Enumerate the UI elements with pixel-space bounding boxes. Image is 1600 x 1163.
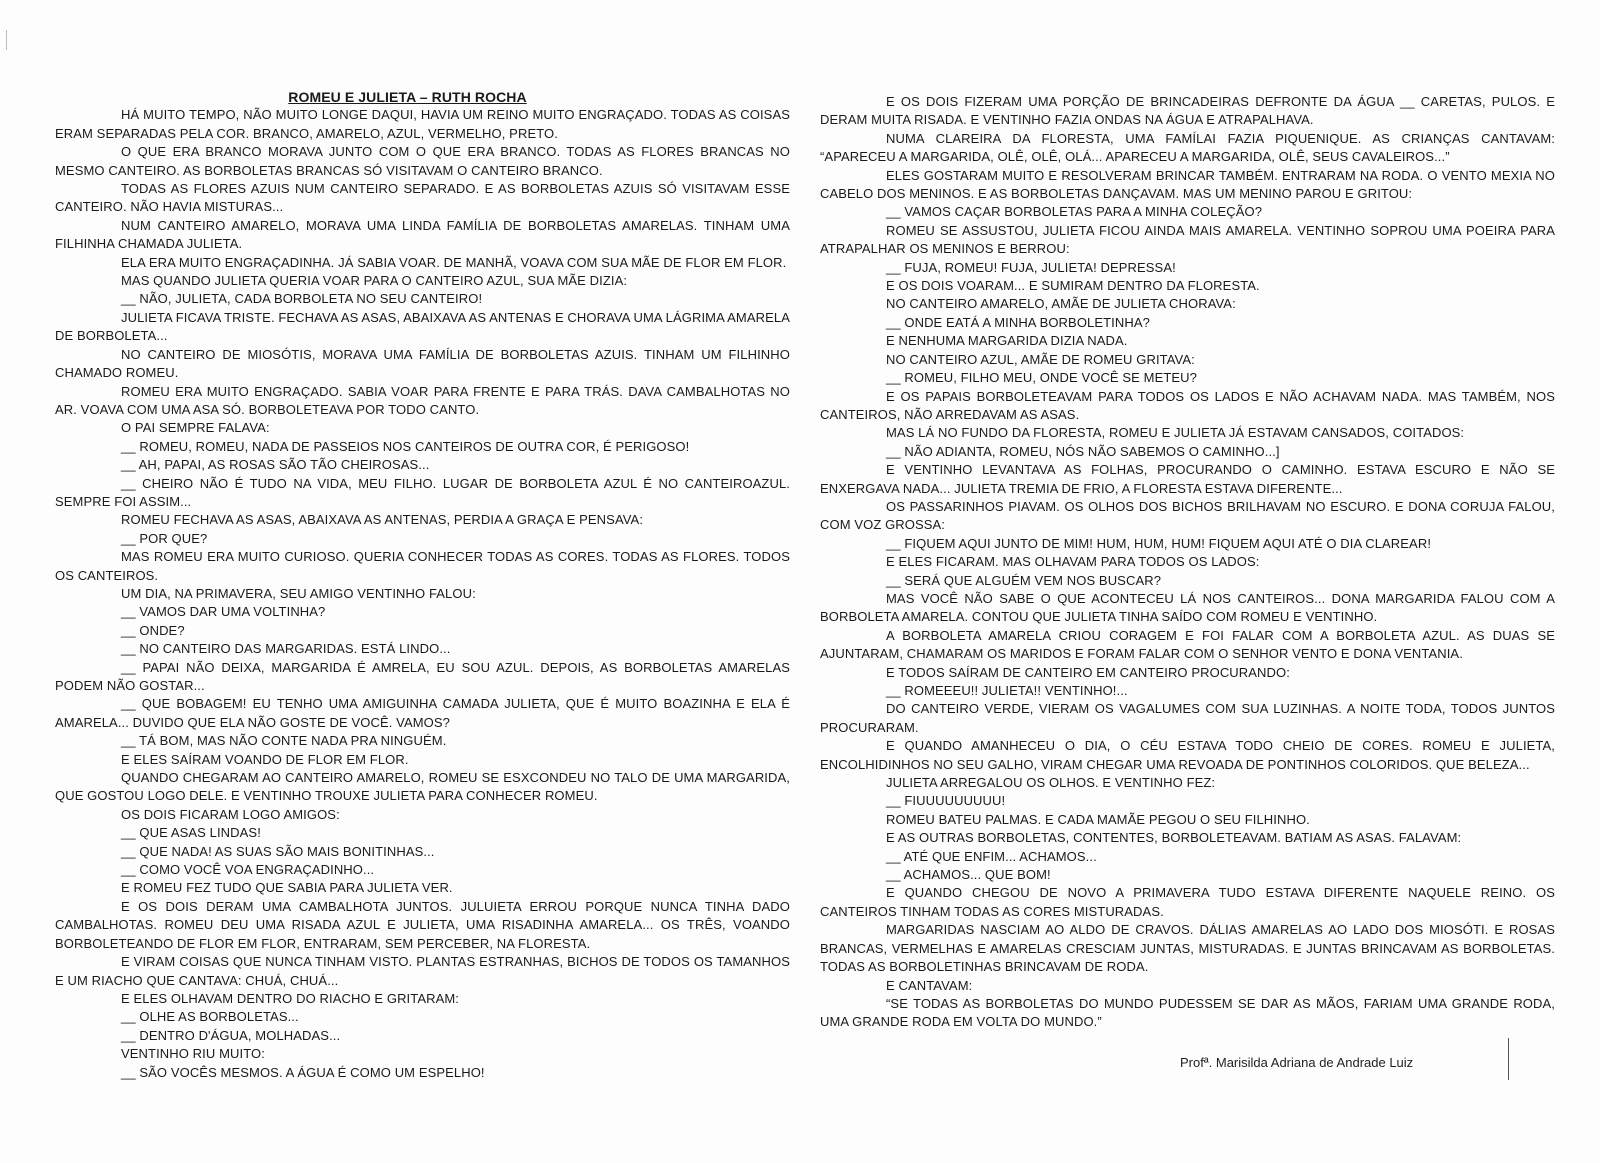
story-paragraph: __ OLHE AS BORBOLETAS... [121, 1009, 299, 1025]
story-paragraph: ROMEU FECHAVA AS ASAS, ABAIXAVA AS ANTENAS, PERDIA A GRAÇA E PENSAVA: [121, 512, 644, 528]
story-paragraph: __ ACHAMOS... QUE BOM! [886, 867, 1051, 883]
story-paragraph: UM DIA, NA PRIMAVERA, SEU AMIGO VENTINHO FALOU: [121, 585, 476, 601]
story-paragraph: MARGARIDAS NASCIAM AO ALDO DE CRAVOS. DÁLIAS AMARELAS AO LADO DOS MIOSÓTI. E ROSAS BRANCAS, VERMELHAS E AMARELAS CRESCIAM JUNTAS, MISTURADAS. E JUNTAS BRINCAVAM AS BORBOLETAS. TODAS AS BORBOLETINHAS BRINCAVAM DE RODA. [820, 922, 1555, 975]
story-paragraph: E OS DOIS VOARAM... E SUMIRAM DENTRO DA FLORESTA. [886, 278, 1260, 294]
story-paragraph: HÁ MUITO TEMPO, NÃO MUITO LONGE DAQUI, HAVIA UM REINO MUITO ENGRAÇADO. TODAS AS COISAS ERAM SEPARADAS PELA COR. BRANCO, AMARELO, AZUL, VERMELHO, PRETO. [55, 107, 790, 141]
scan-edge-mark [6, 30, 7, 50]
story-paragraph: MAS ROMEU ERA MUITO CURIOSO. QUERIA CONHECER TODAS AS CORES. TODAS AS FLORES. TODOS OS CANTEIROS. [55, 549, 790, 583]
story-paragraph: MAS VOCÊ NÃO SABE O QUE ACONTECEU LÁ NOS CANTEIROS... DONA MARGARIDA FALOU COM A BORBOLETA AMARELA. CONTOU QUE JULIETA TINHA SAÍDO COM ROMEU E VENTINHO. [820, 590, 1555, 625]
story-paragraph: A BORBOLETA AMARELA CRIOU CORAGEM E FOI FALAR COM A BORBOLETA AZUL. AS DUAS SE AJUNTARAM, CHAMARAM OS MARIDOS E FORAM FALAR COM O SENHOR VENTO E DONA VENTANIA. [820, 627, 1555, 662]
story-paragraph: __ ROMEEEU!! JULIETA!! VENTINHO!... [886, 683, 1128, 698]
story-paragraph: DO CANTEIRO VERDE, VIERAM OS VAGALUMES COM SUA LUZINHAS. A NOITE TODA, TODOS JUNTOS PROCURARAM. [820, 701, 1555, 735]
story-paragraph: E VIRAM COISAS QUE NUNCA TINHAM VISTO. PLANTAS ESTRANHAS, BICHOS DE TODOS OS TAMANHOS E UM RIACHO QUE CANTAVA: CHUÁ, CHUÁ... [55, 954, 790, 988]
story-paragraph: ELES GOSTARAM MUITO E RESOLVERAM BRINCAR TAMBÉM. ENTRARAM NA RODA. O VENTO MEXIA NO CABELO DOS MENINOS. E AS BORBOLETAS DANÇAVAM. MAS UM MENINO PAROU E GRITOU: [820, 167, 1555, 202]
story-paragraph: E AS OUTRAS BORBOLETAS, CONTENTES, BORBOLETEAVAM. BATIAM AS ASAS. FALAVAM: [886, 830, 1462, 846]
story-paragraph: E VENTINHO LEVANTAVA AS FOLHAS, PROCURANDO O CAMINHO. ESTAVA ESCURO E NÃO SE ENXERGAVA NADA... JULIETA TREMIA DE FRIO, A FLORESTA ESTAVA DIFERENTE... [820, 462, 1555, 496]
story-paragraph: O PAI SEMPRE FALAVA: [121, 420, 270, 436]
story-paragraph: MAS LÁ NO FUNDO DA FLORESTA, ROMEU E JULIETA JÁ ESTAVAM CANSADOS, COITADOS: [886, 425, 1465, 441]
story-paragraph: __ ROMEU, FILHO MEU, ONDE VOCÊ SE METEU? [886, 370, 1197, 386]
story-paragraph: __ NÃO ADIANTA, ROMEU, NÓS NÃO SABEMOS O CAMINHO...] [886, 443, 1280, 459]
story-paragraph: “SE TODAS AS BORBOLETAS DO MUNDO PUDESSEM SE DAR AS MÃOS, FARIAM UMA GRANDE RODA, UMA GRANDE RODA EM VOLTA DO MUNDO.” [820, 995, 1555, 1030]
story-paragraph: __ NO CANTEIRO DAS MARGARIDAS. ESTÁ LINDO... [121, 641, 451, 657]
story-paragraph: E ELES SAÍRAM VOANDO DE FLOR EM FLOR. [121, 751, 409, 767]
story-paragraph: __ COMO VOCÊ VOA ENGRAÇADINHO... [121, 862, 375, 878]
story-paragraph: __ TÁ BOM, MAS NÃO CONTE NADA PRA NINGUÉM. [121, 733, 447, 749]
story-paragraph: JULIETA ARREGALOU OS OLHOS. E VENTINHO FEZ: [886, 775, 1216, 791]
left-paragraphs [55, 106, 790, 1082]
story-paragraph: E NENHUMA MARGARIDA DIZIA NADA. [886, 333, 1128, 349]
story-paragraph: __ FIQUEM AQUI JUNTO DE MIM! HUM, HUM, HUM! FIQUEM AQUI ATÉ O DIA CLAREAR! [886, 535, 1432, 551]
story-paragraph: __ FIUUUUUUUUU! [886, 793, 1006, 809]
story-paragraph: __ FUJA, ROMEU! FUJA, JULIETA! DEPRESSA! [886, 259, 1176, 275]
story-paragraph: E ELES FICARAM. MAS OLHAVAM PARA TODOS OS LADOS: [886, 554, 1260, 570]
story-paragraph: __ ROMEU, ROMEU, NADA DE PASSEIOS NOS CANTEIROS DE OUTRA COR, É PERIGOSO! [121, 438, 690, 454]
story-paragraph: E CANTAVAM: [886, 977, 973, 993]
left-column [55, 88, 790, 1082]
story-paragraph: OS PASSARINHOS PIAVAM. OS OLHOS DOS BICHOS BRILHAVAM NO ESCURO. E DONA CORUJA FALOU, COM VOZ GROSSA: [820, 498, 1555, 533]
story-paragraph: ROMEU BATEU PALMAS. E CADA MAMÃE PEGOU O SEU FILHINHO. [886, 811, 1310, 827]
story-paragraph: __ NÃO, JULIETA, CADA BORBOLETA NO SEU CANTEIRO! [121, 291, 483, 307]
story-paragraph: ROMEU SE ASSUSTOU, JULIETA FICOU AINDA MAIS AMARELA. VENTINHO SOPROU UMA POEIRA PARA ATRAPALHAR OS MENINOS E BERROU: [820, 222, 1555, 257]
story-paragraph: E ELES OLHAVAM DENTRO DO RIACHO E GRITARAM: [121, 990, 460, 1006]
story-paragraph: NUM CANTEIRO AMARELO, MORAVA UMA LINDA FAMÍLIA DE BORBOLETAS AMARELAS. TINHAM UMA FILHINHA CHAMADA JULIETA. [55, 217, 790, 252]
right-column [820, 93, 1555, 1032]
story-paragraph: JULIETA FICAVA TRISTE. FECHAVA AS ASAS, ABAIXAVA AS ANTENAS E CHORAVA UMA LÁGRIMA AMARELA DE BORBOLETA... [55, 309, 790, 344]
story-paragraph: __ QUE ASAS LINDAS! [121, 825, 261, 841]
story-paragraph: NO CANTEIRO AZUL, AMÃE DE ROMEU GRITAVA: [886, 351, 1195, 367]
story-paragraph: E TODOS SAÍRAM DE CANTEIRO EM CANTEIRO PROCURANDO: [886, 664, 1290, 680]
story-paragraph: __ ONDE? [121, 622, 185, 638]
story-paragraph: __ ONDE EATÁ A MINHA BORBOLETINHA? [886, 314, 1150, 330]
story-paragraph: ELA ERA MUITO ENGRAÇADINHA. JÁ SABIA VOAR. DE MANHÃ, VOAVA COM SUA MÃE DE FLOR EM FLOR. [121, 254, 787, 270]
story-paragraph: __ QUE BOBAGEM! EU TENHO UMA AMIGUINHA CAMADA JULIETA, QUE É MUITO BOAZINHA E ELA É AMARELA... DUVIDO QUE ELA NÃO GOSTE DE VOCÊ. VAMOS? [55, 696, 790, 730]
story-paragraph: NUMA CLAREIRA DA FLORESTA, UMA FAMÍLAI FAZIA PIQUENIQUE. AS CRIANÇAS CANTAVAM: “APARECEU A MARGARIDA, OLÊ, OLÊ, OLÁ... APARECEU A MARGARIDA, OLÊ, SEUS CAVALEIROS...” [820, 130, 1555, 165]
story-paragraph: __ VAMOS CAÇAR BORBOLETAS PARA A MINHA COLEÇÃO? [886, 204, 1263, 220]
story-paragraph: TODAS AS FLORES AZUIS NUM CANTEIRO SEPARADO. E AS BORBOLETAS AZUIS SÓ VISITAVAM ESSE CANTEIRO. NÃO HAVIA MISTURAS... [55, 181, 790, 215]
story-paragraph: QUANDO CHEGARAM AO CANTEIRO AMARELO, ROMEU SE ESXCONDEU NO TALO DE UMA MARGARIDA, QUE GOSTOU LOGO DELE. E VENTINHO TROUXE JULIETA PARA CONHECER ROMEU. [55, 770, 790, 804]
story-paragraph: E OS DOIS DERAM UMA CAMBALHOTA JUNTOS. JULUIETA ERROU PORQUE NUNCA TINHA DADO CAMBALHOTAS. ROMEU DEU UMA RISADA AZUL E JULIETA, UMA RISADINHA AMARELA... OS TRÊS, VOANDO BORBOLETEANDO DE FLOR EM FLOR, ENTRARAM, SEM PERCEBER, NA FLORESTA. [55, 898, 790, 951]
story-paragraph: MAS QUANDO JULIETA QUERIA VOAR PARA O CANTEIRO AZUL, SUA MÃE DIZIA: [121, 273, 628, 289]
story-paragraph: __ PAPAI NÃO DEIXA, MARGARIDA É AMRELA, EU SOU AZUL. DEPOIS, AS BORBOLETAS AMARELAS PODEM NÃO GOSTAR... [55, 659, 790, 693]
story-paragraph: E QUANDO CHEGOU DE NOVO A PRIMAVERA TUDO ESTAVA DIFERENTE NAQUELE REINO. OS CANTEIROS TINHAM TODAS AS CORES MISTURADAS. [820, 885, 1555, 919]
story-paragraph: E QUANDO AMANHECEU O DIA, O CÉU ESTAVA TODO CHEIO DE CORES. ROMEU E JULIETA, ENCOLHIDINHOS NO SEU GALHO, VIRAM CHEGAR UMA REVOADA DE PONTINHOS COLORIDOS. QUE BELEZA... [820, 738, 1555, 772]
teacher-signature: Profª. Marisilda Adriana de Andrade Luiz [1180, 1055, 1414, 1070]
story-paragraph: __ POR QUE? [121, 530, 208, 546]
story-paragraph: __ QUE NADA! AS SUAS SÃO MAIS BONITINHAS... [121, 843, 435, 859]
story-paragraph: __ DENTRO D'ÁGUA, MOLHADAS... [121, 1027, 341, 1043]
story-paragraph: ROMEU ERA MUITO ENGRAÇADO. SABIA VOAR PARA FRENTE E PARA TRÁS. DAVA CAMBALHOTAS NO AR. VOAVA COM UMA ASA SÓ. BORBOLETEAVA POR TODO CANTO. [55, 383, 790, 417]
story-paragraph: NO CANTEIRO AMARELO, AMÃE DE JULIETA CHORAVA: [886, 296, 1236, 312]
story-paragraph: E OS DOIS FIZERAM UMA PORÇÃO DE BRINCADEIRAS DEFRONTE DA ÁGUA __ CARETAS, PULOS. E DERAM MUITA RISADA. E VENTINHO FAZIA ONDAS NA ÁGUA E ATRAPALHAVA. [820, 94, 1555, 128]
story-paragraph: __ SERÁ QUE ALGUÉM VEM NOS BUSCAR? [886, 572, 1162, 588]
story-paragraph: E ROMEU FEZ TUDO QUE SABIA PARA JULIETA VER. [121, 880, 453, 896]
story-paragraph: E OS PAPAIS BORBOLETEAVAM PARA TODOS OS LADOS E NÃO ACHAVAM NADA. MAS TAMBÉM, NOS CANTEIROS, NÃO ARREDAVAM AS ASAS. [820, 388, 1555, 422]
story-paragraph: __ VAMOS DAR UMA VOLTINHA? [121, 604, 326, 620]
signature-divider [1508, 1038, 1509, 1080]
story-paragraph: OS DOIS FICARAM LOGO AMIGOS: [121, 806, 340, 822]
story-paragraph: __ CHEIRO NÃO É TUDO NA VIDA, MEU FILHO. LUGAR DE BORBOLETA AZUL É NO CANTEIROAZUL. SEMPRE FOI ASSIM... [55, 475, 790, 509]
story-paragraph: __ ATÉ QUE ENFIM... ACHAMOS... [886, 848, 1097, 864]
story-paragraph: NO CANTEIRO DE MIOSÓTIS, MORAVA UMA FAMÍLIA DE BORBOLETAS AZUIS. TINHAM UM FILHINHO CHAMADO ROMEU. [55, 346, 790, 381]
right-paragraphs [820, 93, 1555, 1032]
story-paragraph: __ SÃO VOCÊS MESMOS. A ÁGUA É COMO UM ESPELHO! [121, 1064, 485, 1080]
story-paragraph: O QUE ERA BRANCO MORAVA JUNTO COM O QUE ERA BRANCO. TODAS AS FLORES BRANCAS NO MESMO CANTEIRO. AS BORBOLETAS BRANCAS SÓ VISITAVAM O CANTEIRO BRANCO. [55, 144, 790, 178]
story-paragraph: VENTINHO RIU MUITO: [121, 1046, 265, 1062]
story-paragraph: __ AH, PAPAI, AS ROSAS SÃO TÃO CHEIROSAS... [121, 457, 430, 473]
story-title: ROMEU E JULIETA – RUTH ROCHA [288, 89, 527, 105]
